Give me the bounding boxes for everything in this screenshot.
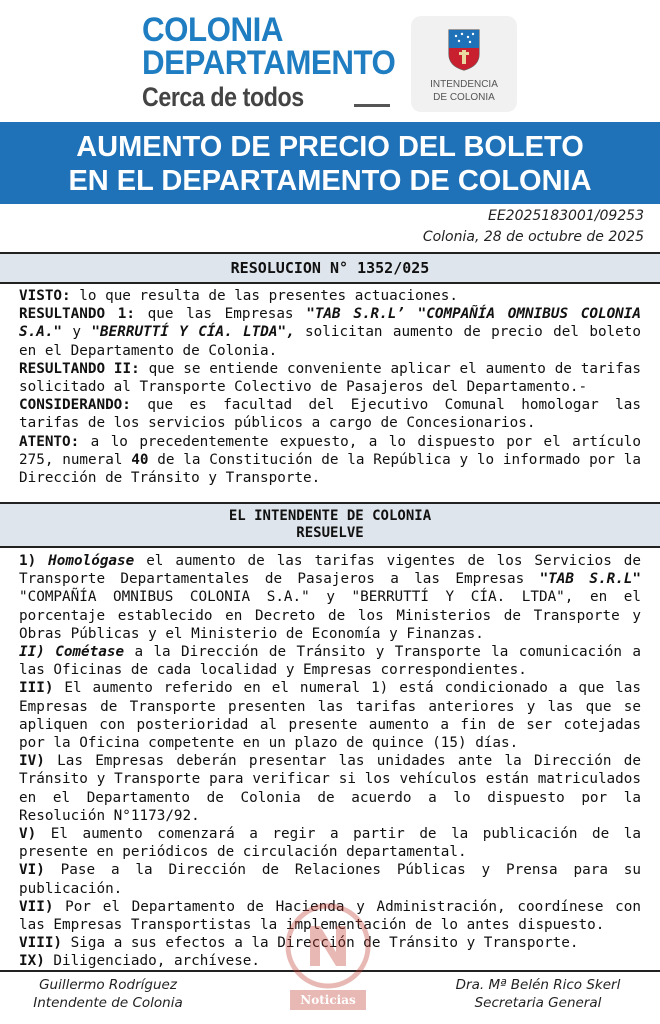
signer-name: Guillermo Rodríguez [39,977,177,993]
item-number: 1) [19,553,37,569]
item-number: III) [19,680,54,697]
resultando-1-paragraph [19,305,641,360]
item-text: Siga a sus efectos a la Dirección de Tránsito y Transporte. [62,935,579,952]
atento-paragraph [19,433,641,488]
item-verb: Cométase [55,644,125,661]
resolution-item-2 [19,643,641,679]
brand-line-1: COLONIA [142,11,284,49]
company-name: "BERRUTTÍ Y CÍA. LTDA", [91,324,295,341]
divider [0,546,660,548]
considerando-label: CONSIDERANDO: [19,397,131,414]
item-number: VII) [19,898,54,915]
resolution-item-4 [19,752,641,825]
item-number: VI) [19,862,45,879]
brand-underline [354,104,390,107]
item-number: II) [19,644,45,661]
numeral-value: 40 [131,451,149,468]
item-number: V) [19,826,37,843]
signer-name: Dra. Mª Belén Rico Skerl [455,977,621,993]
item-number: IX) [19,953,45,970]
atento-text-end: de la Constitución de la República y lo informado por la Dirección de Tránsito y Transporte. [19,451,641,487]
resultando-2-text: que se entiende conveniente aplicar el aumento de tarifas solicitado al Transporte Colectivo de Pasajeros del Departamento.- [19,360,641,396]
resolves-heading [0,504,660,546]
resolution-item-1 [19,552,641,643]
badge-line-2: DE COLONIA [433,92,495,103]
item-text: Por el Departamento de Hacienda y Administración, coordínese con las Empresas Transportistas la implementación de lo antes dispuesto. [19,898,641,934]
resultando-2-label: RESULTANDO II: [19,360,140,377]
item-text: a la Dirección de Tránsito y Transporte la comunicación a las Oficinas de cada localidad y Empresas correspondientes. [19,644,642,679]
considerando-text: que es facultad del Ejecutivo Comunal homologar las tarifas de los servicios públicos a cargo de Concesionarios. [19,397,641,432]
company-name: "TAB S.R.L" [539,571,641,588]
document-date: Colonia, 28 de octubre de 2025 [422,229,644,245]
title-line-2: EN EL DEPARTAMENTO DE COLONIA [68,165,592,197]
brand-logo [142,11,417,112]
expediente-number: EE2025183001/09253 [487,208,644,224]
item-text: Pase a la Dirección de Relaciones Públicas y Prensa para su publicación. [19,862,641,897]
visto-text: lo que resulta de las presentes actuaciones. [70,288,458,304]
item-text: El aumento comenzará a regir a partir de la publicación de la presente en periódicos de circulación departamental. [19,826,641,861]
resuelve-title: RESUELVE [296,525,364,541]
item-number: IV) [19,753,45,770]
item-text: Diligenciado, archívese. [44,953,261,970]
resolution-heading: RESOLUCION N° 1352/025 [0,254,660,282]
brand-line-2: DEPARTAMENTO [142,44,396,82]
intendente-title: EL INTENDENTE DE COLONIA [228,508,432,524]
resolution-item-6 [19,861,641,897]
header [0,0,660,122]
resolution-item-3 [19,679,641,752]
divider [0,282,660,284]
item-text: "COMPAÑÍA OMNIBUS COLONIA S.A." y "BERRUTTÍ Y CÍA. LTDA", en el porcentaje establecido en Decreto de los Ministerios de Transporte y Obras Públicas y el Ministerio de Economía y Finanzas. [19,589,641,642]
signature-left [18,976,198,1012]
resultando-2-paragraph [19,360,641,396]
resultando-1-text: que las Empresas [134,306,307,323]
badge-line-1: INTENDENCIA [430,79,498,90]
signatures [0,976,660,1020]
company-names: "TAB S.R.L’ "COMPAÑÍA OMNIBUS COLONIA S.A." [19,306,641,341]
item-verb: Homológase [48,553,135,569]
intendencia-badge [411,16,517,112]
item-number: VIII) [19,935,63,952]
resolution-item-5 [19,825,641,861]
item-text: el aumento de las tarifas vigentes de los Servicios de Transporte Departamentales de Pasajeros a las Empresas [19,553,641,588]
resultando-1-label: RESULTANDO 1: [19,306,135,323]
item-text: Las Empresas deberán presentar las unidades ante la Dirección de Tránsito y Transporte para verificar si los vehículos están matriculados en el Departamento de Colonia de acuerdo a lo dispuesto por la Resolución N°1173/92. [19,753,641,824]
considerations-section [19,287,641,487]
visto-paragraph [19,287,641,305]
considerando-paragraph [19,396,641,432]
signature-right [438,976,638,1012]
resultando-1-conj: y [62,324,92,341]
title-line-1: AUMENTO DE PRECIO DEL BOLETO [76,131,584,163]
signer-role: Intendente de Colonia [33,995,183,1011]
signer-role: Secretaria General [474,995,602,1011]
item-text: El aumento referido en el numeral 1) está condicionado a que las Empresas de Transporte presenten las tarifas anteriores y las que se apliquen con posterioridad al presente aumento a fin de ser cotejadas por la Oficina competente en un plazo de quince (15) días. [19,680,641,752]
title-banner [0,122,660,204]
resultando-1-text-end: solicitan aumento de precio del boleto en el Departamento de Colonia. [19,324,641,359]
coat-of-arms-icon [447,28,481,72]
visto-label: VISTO: [19,288,71,304]
brand-slogan: Cerca de todos [142,82,304,112]
watermark-label: Noticias [290,990,366,1010]
atento-label: ATENTO: [19,433,80,450]
atento-text: a lo precedentemente expuesto, a lo dispuesto por el artículo 275, numeral [19,433,641,468]
